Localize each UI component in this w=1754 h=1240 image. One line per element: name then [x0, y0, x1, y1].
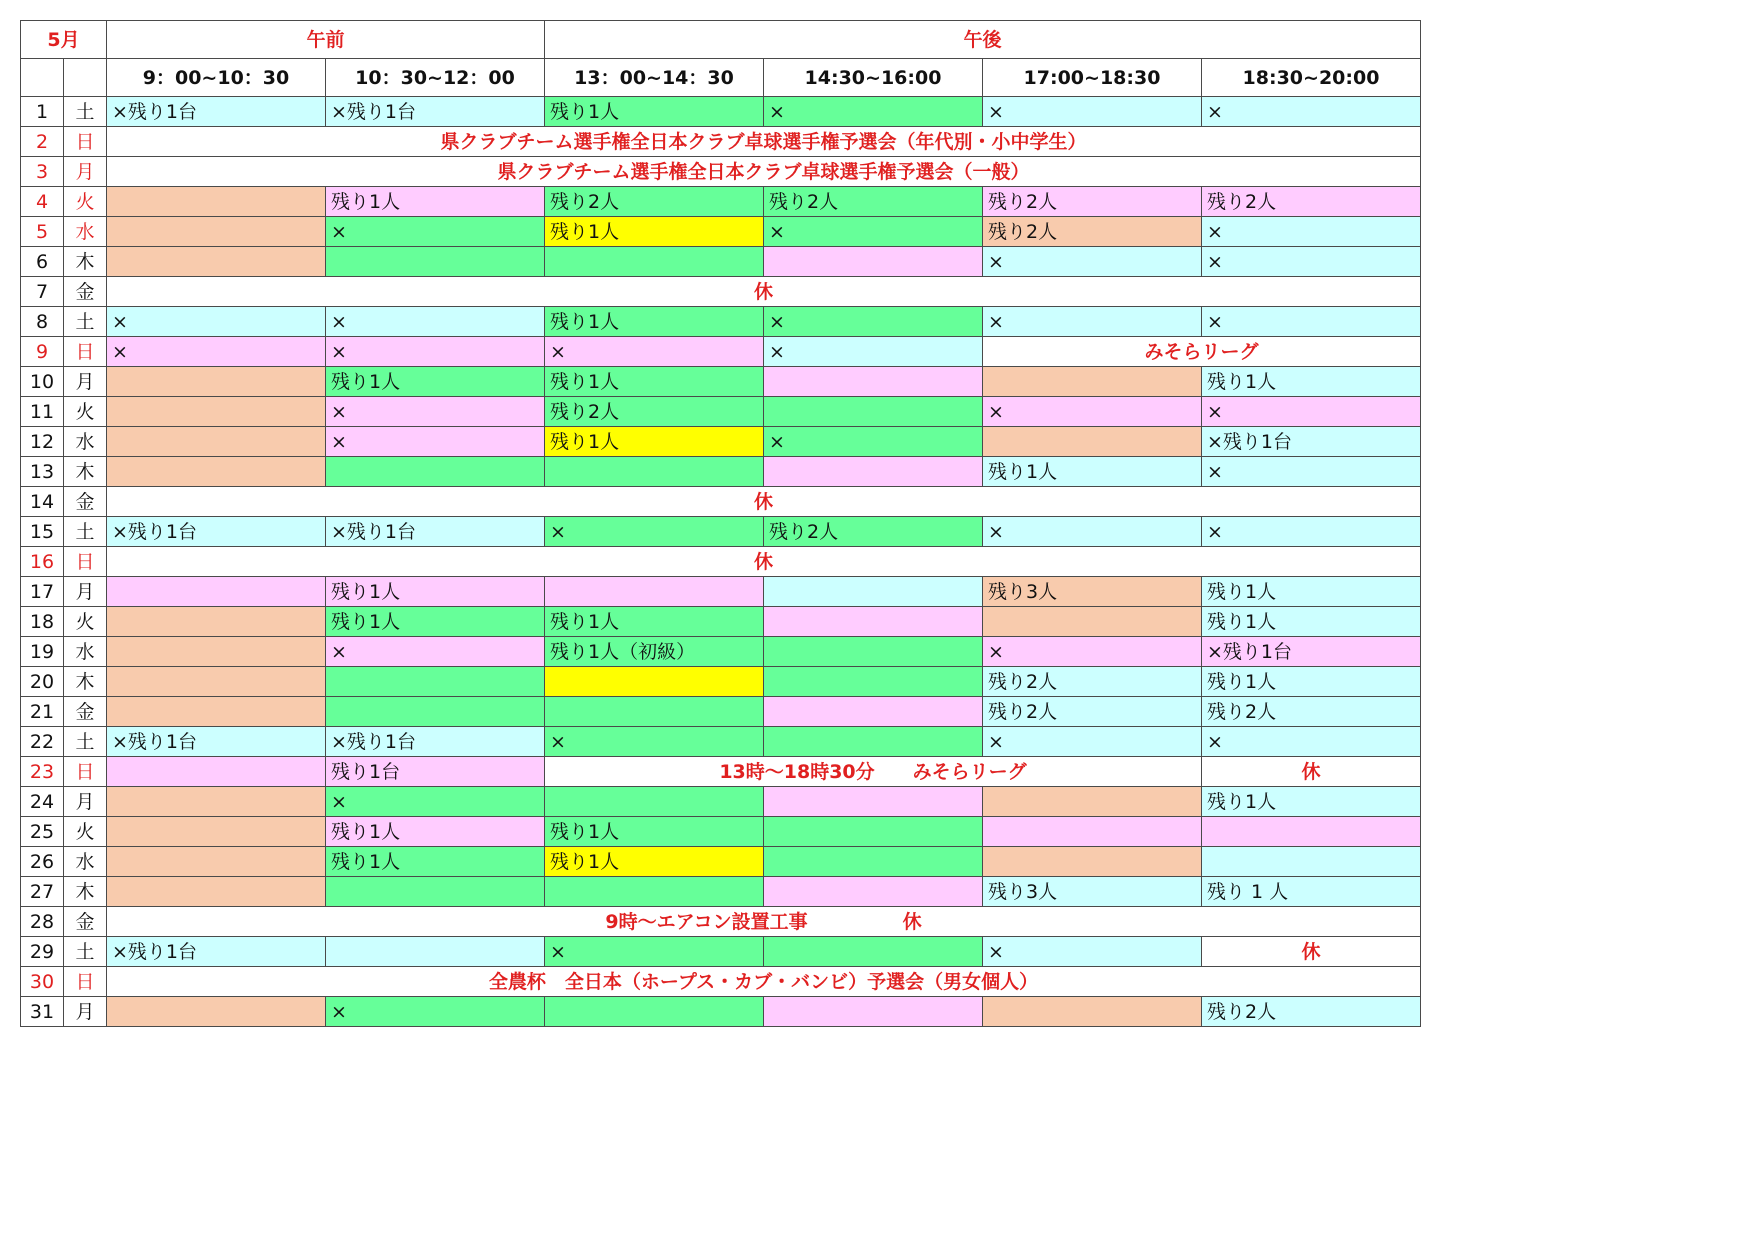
slot-cell: ×	[326, 637, 545, 667]
slot-cell: 残り1人	[545, 427, 764, 457]
slot-cell: 残り3人	[983, 577, 1202, 607]
header-row-times	[21, 59, 1421, 97]
slot-cell	[983, 817, 1202, 847]
slot-cell: ×残り1台	[107, 97, 326, 127]
slot-cell: ×	[1202, 247, 1421, 277]
weekday: 火	[64, 187, 107, 217]
slot-cell	[107, 667, 326, 697]
weekday: 木	[64, 877, 107, 907]
weekday: 土	[64, 937, 107, 967]
slot-cell: ×	[1202, 517, 1421, 547]
slot-cell: 残り2人	[983, 187, 1202, 217]
weekday: 土	[64, 517, 107, 547]
slot-cell: ×残り1台	[326, 727, 545, 757]
weekday: 月	[64, 157, 107, 187]
slot-cell: ×	[983, 307, 1202, 337]
slot-cell: ×	[764, 427, 983, 457]
slot-cell	[107, 367, 326, 397]
slot-cell: ×	[1202, 397, 1421, 427]
day-row	[21, 97, 1421, 127]
slot-cell: ×	[983, 397, 1202, 427]
weekday: 土	[64, 727, 107, 757]
slot-cell: 残り1人	[545, 217, 764, 247]
day-row	[21, 577, 1421, 607]
month-label: 5月	[21, 21, 107, 59]
weekday: 土	[64, 307, 107, 337]
day-number: 4	[21, 187, 64, 217]
slot-cell: ×	[983, 727, 1202, 757]
day-row	[21, 457, 1421, 487]
time-slot-header: 18:30~20:00	[1202, 59, 1421, 97]
slot-cell: ×	[1202, 457, 1421, 487]
day-number: 12	[21, 427, 64, 457]
slot-cell	[764, 877, 983, 907]
slot-cell: ×	[1202, 97, 1421, 127]
weekday: 月	[64, 787, 107, 817]
event-banner: 休	[107, 277, 1421, 307]
day-row	[21, 697, 1421, 727]
afternoon-header: 午後	[545, 21, 1421, 59]
slot-cell: 残り2人	[1202, 697, 1421, 727]
day-number: 15	[21, 517, 64, 547]
weekday: 土	[64, 97, 107, 127]
slot-cell	[107, 787, 326, 817]
slot-cell: ×	[326, 307, 545, 337]
slot-cell: ×残り1台	[1202, 427, 1421, 457]
slot-cell	[326, 667, 545, 697]
slot-cell	[983, 997, 1202, 1027]
day-row	[21, 667, 1421, 697]
slot-cell: ×	[1202, 727, 1421, 757]
slot-cell	[764, 817, 983, 847]
weekday: 金	[64, 487, 107, 517]
slot-cell	[764, 697, 983, 727]
weekday: 日	[64, 757, 107, 787]
slot-cell: 残り1人	[545, 847, 764, 877]
slot-cell: ×	[764, 97, 983, 127]
weekday: 木	[64, 667, 107, 697]
day-row	[21, 847, 1421, 877]
weekday: 日	[64, 547, 107, 577]
day-row	[21, 997, 1421, 1027]
day-number: 7	[21, 277, 64, 307]
slot-cell: 残り2人	[764, 187, 983, 217]
slot-cell: 残り2人	[983, 217, 1202, 247]
day-row	[21, 127, 1421, 157]
slot-cell	[764, 667, 983, 697]
weekday: 水	[64, 637, 107, 667]
slot-cell	[326, 937, 545, 967]
slot-cell	[545, 787, 764, 817]
corner-cell	[21, 59, 64, 97]
day-row	[21, 397, 1421, 427]
slot-cell	[764, 607, 983, 637]
slot-cell: 残り1人	[545, 307, 764, 337]
slot-cell: ×	[764, 217, 983, 247]
weekday: 月	[64, 367, 107, 397]
day-number: 23	[21, 757, 64, 787]
day-number: 26	[21, 847, 64, 877]
day-row	[21, 277, 1421, 307]
slot-cell	[326, 457, 545, 487]
slot-cell: ×	[983, 637, 1202, 667]
day-row	[21, 787, 1421, 817]
slot-cell	[545, 697, 764, 727]
day-number: 19	[21, 637, 64, 667]
day-number: 27	[21, 877, 64, 907]
day-number: 3	[21, 157, 64, 187]
slot-cell	[764, 937, 983, 967]
weekday: 日	[64, 967, 107, 997]
day-row	[21, 937, 1421, 967]
slot-cell: ×	[1202, 307, 1421, 337]
time-slot-header: 10：30~12：00	[326, 59, 545, 97]
slot-cell: ×	[1202, 217, 1421, 247]
event-banner: 9時～エアコン設置工事 休	[107, 907, 1421, 937]
day-number: 31	[21, 997, 64, 1027]
slot-cell: 残り1人	[1202, 667, 1421, 697]
slot-cell: ×残り1台	[107, 937, 326, 967]
slot-cell	[107, 997, 326, 1027]
day-number: 14	[21, 487, 64, 517]
event-banner: 休	[107, 547, 1421, 577]
event-banner: みそらリーグ	[983, 337, 1421, 367]
slot-cell: ×残り1台	[326, 517, 545, 547]
slot-cell	[107, 457, 326, 487]
slot-cell	[764, 787, 983, 817]
slot-cell: ×	[764, 337, 983, 367]
day-number: 21	[21, 697, 64, 727]
weekday: 火	[64, 607, 107, 637]
slot-cell	[764, 847, 983, 877]
slot-cell	[983, 367, 1202, 397]
slot-cell: ×残り1台	[326, 97, 545, 127]
event-banner: 休	[1202, 757, 1421, 787]
header-row-periods	[21, 21, 1421, 59]
slot-cell	[107, 577, 326, 607]
day-number: 17	[21, 577, 64, 607]
slot-cell: 残り1人	[326, 847, 545, 877]
weekday: 木	[64, 457, 107, 487]
slot-cell: 残り1人（初級）	[545, 637, 764, 667]
slot-cell: 残り3人	[983, 877, 1202, 907]
slot-cell	[983, 787, 1202, 817]
day-row	[21, 727, 1421, 757]
slot-cell: 残り2人	[545, 187, 764, 217]
slot-cell: 残り1人	[326, 577, 545, 607]
day-row	[21, 757, 1421, 787]
slot-cell	[545, 667, 764, 697]
slot-cell: ×残り1台	[1202, 637, 1421, 667]
day-number: 22	[21, 727, 64, 757]
slot-cell	[764, 247, 983, 277]
slot-cell: ×残り1台	[107, 517, 326, 547]
day-row	[21, 487, 1421, 517]
day-row	[21, 187, 1421, 217]
slot-cell	[326, 697, 545, 727]
slot-cell: ×	[326, 427, 545, 457]
slot-cell	[107, 397, 326, 427]
slot-cell	[107, 247, 326, 277]
event-banner: 県クラブチーム選手権全日本クラブ卓球選手権予選会（一般）	[107, 157, 1421, 187]
schedule-table	[20, 20, 1421, 1027]
slot-cell	[545, 997, 764, 1027]
weekday: 日	[64, 337, 107, 367]
day-number: 30	[21, 967, 64, 997]
slot-cell	[764, 997, 983, 1027]
day-number: 9	[21, 337, 64, 367]
day-number: 24	[21, 787, 64, 817]
slot-cell: ×	[326, 337, 545, 367]
day-row	[21, 157, 1421, 187]
day-row	[21, 877, 1421, 907]
slot-cell: ×	[545, 727, 764, 757]
slot-cell: 残り1台	[326, 757, 545, 787]
slot-cell	[1202, 847, 1421, 877]
slot-cell	[107, 877, 326, 907]
slot-cell: ×	[983, 97, 1202, 127]
weekday: 日	[64, 127, 107, 157]
slot-cell	[326, 877, 545, 907]
slot-cell	[764, 637, 983, 667]
slot-cell: ×残り1台	[107, 727, 326, 757]
weekday: 水	[64, 427, 107, 457]
slot-cell: 残り1人	[326, 817, 545, 847]
day-row	[21, 967, 1421, 997]
day-row	[21, 307, 1421, 337]
slot-cell: 残り1人	[1202, 607, 1421, 637]
day-number: 18	[21, 607, 64, 637]
event-banner: 県クラブチーム選手権全日本クラブ卓球選手権予選会（年代別・小中学生）	[107, 127, 1421, 157]
day-number: 8	[21, 307, 64, 337]
day-row	[21, 247, 1421, 277]
slot-cell	[764, 577, 983, 607]
time-slot-header: 17:00~18:30	[983, 59, 1202, 97]
day-number: 29	[21, 937, 64, 967]
slot-cell: ×	[107, 307, 326, 337]
slot-cell: ×	[326, 787, 545, 817]
slot-cell: 残り1人	[326, 607, 545, 637]
slot-cell: 残り2人	[1202, 997, 1421, 1027]
event-banner: 休	[107, 487, 1421, 517]
slot-cell: 残り1人	[1202, 577, 1421, 607]
slot-cell: ×	[983, 937, 1202, 967]
time-slot-header: 9：00~10：30	[107, 59, 326, 97]
weekday: 火	[64, 397, 107, 427]
slot-cell	[107, 217, 326, 247]
day-number: 10	[21, 367, 64, 397]
slot-cell: 残り1人	[545, 367, 764, 397]
slot-cell	[1202, 817, 1421, 847]
slot-cell: 残り1人	[1202, 787, 1421, 817]
slot-cell: 残り1人	[545, 817, 764, 847]
weekday: 金	[64, 697, 107, 727]
day-row	[21, 817, 1421, 847]
slot-cell	[107, 427, 326, 457]
slot-cell	[107, 637, 326, 667]
slot-cell: 残り1人	[545, 97, 764, 127]
slot-cell	[107, 607, 326, 637]
day-number: 6	[21, 247, 64, 277]
slot-cell: ×	[107, 337, 326, 367]
slot-cell: ×	[983, 247, 1202, 277]
slot-cell	[983, 607, 1202, 637]
slot-cell: ×	[545, 937, 764, 967]
day-row	[21, 907, 1421, 937]
slot-cell	[107, 187, 326, 217]
weekday: 金	[64, 907, 107, 937]
slot-cell: ×	[764, 307, 983, 337]
slot-cell	[107, 697, 326, 727]
slot-cell: 残り2人	[764, 517, 983, 547]
event-banner: 休	[1202, 937, 1421, 967]
day-row	[21, 637, 1421, 667]
day-number: 16	[21, 547, 64, 577]
slot-cell	[545, 577, 764, 607]
slot-cell: 残り2人	[983, 697, 1202, 727]
day-number: 20	[21, 667, 64, 697]
slot-cell	[764, 367, 983, 397]
slot-cell: ×	[545, 337, 764, 367]
slot-cell: 残り2人	[983, 667, 1202, 697]
day-row	[21, 517, 1421, 547]
weekday: 水	[64, 217, 107, 247]
slot-cell: 残り2人	[1202, 187, 1421, 217]
day-number: 1	[21, 97, 64, 127]
slot-cell	[326, 247, 545, 277]
slot-cell	[983, 847, 1202, 877]
slot-cell	[107, 757, 326, 787]
slot-cell: 残り1人	[1202, 367, 1421, 397]
day-row	[21, 547, 1421, 577]
slot-cell	[764, 457, 983, 487]
weekday: 月	[64, 577, 107, 607]
event-banner: 13時～18時30分 みそらリーグ	[545, 757, 1202, 787]
time-slot-header: 13：00~14：30	[545, 59, 764, 97]
weekday: 木	[64, 247, 107, 277]
slot-cell: ×	[983, 517, 1202, 547]
day-number: 11	[21, 397, 64, 427]
day-number: 25	[21, 817, 64, 847]
day-number: 13	[21, 457, 64, 487]
slot-cell: 残り2人	[545, 397, 764, 427]
slot-cell	[983, 427, 1202, 457]
weekday: 月	[64, 997, 107, 1027]
slot-cell	[545, 457, 764, 487]
slot-cell	[107, 847, 326, 877]
slot-cell: 残り 1 人	[1202, 877, 1421, 907]
slot-cell: 残り1人	[326, 187, 545, 217]
event-banner: 全農杯 全日本（ホープス・カブ・バンビ）予選会（男女個人）	[107, 967, 1421, 997]
slot-cell: 残り1人	[545, 607, 764, 637]
weekday: 火	[64, 817, 107, 847]
weekday: 金	[64, 277, 107, 307]
slot-cell: ×	[545, 517, 764, 547]
day-number: 5	[21, 217, 64, 247]
slot-cell	[764, 727, 983, 757]
day-row	[21, 607, 1421, 637]
slot-cell: ×	[326, 397, 545, 427]
slot-cell	[545, 247, 764, 277]
slot-cell	[764, 397, 983, 427]
day-row	[21, 337, 1421, 367]
corner-cell	[64, 59, 107, 97]
day-row	[21, 217, 1421, 247]
day-row	[21, 427, 1421, 457]
weekday: 水	[64, 847, 107, 877]
slot-cell	[107, 817, 326, 847]
day-number: 28	[21, 907, 64, 937]
day-number: 2	[21, 127, 64, 157]
day-row	[21, 367, 1421, 397]
slot-cell: ×	[326, 997, 545, 1027]
slot-cell: 残り1人	[983, 457, 1202, 487]
morning-header: 午前	[107, 21, 545, 59]
slot-cell: ×	[326, 217, 545, 247]
slot-cell	[545, 877, 764, 907]
slot-cell: 残り1人	[326, 367, 545, 397]
time-slot-header: 14:30~16:00	[764, 59, 983, 97]
